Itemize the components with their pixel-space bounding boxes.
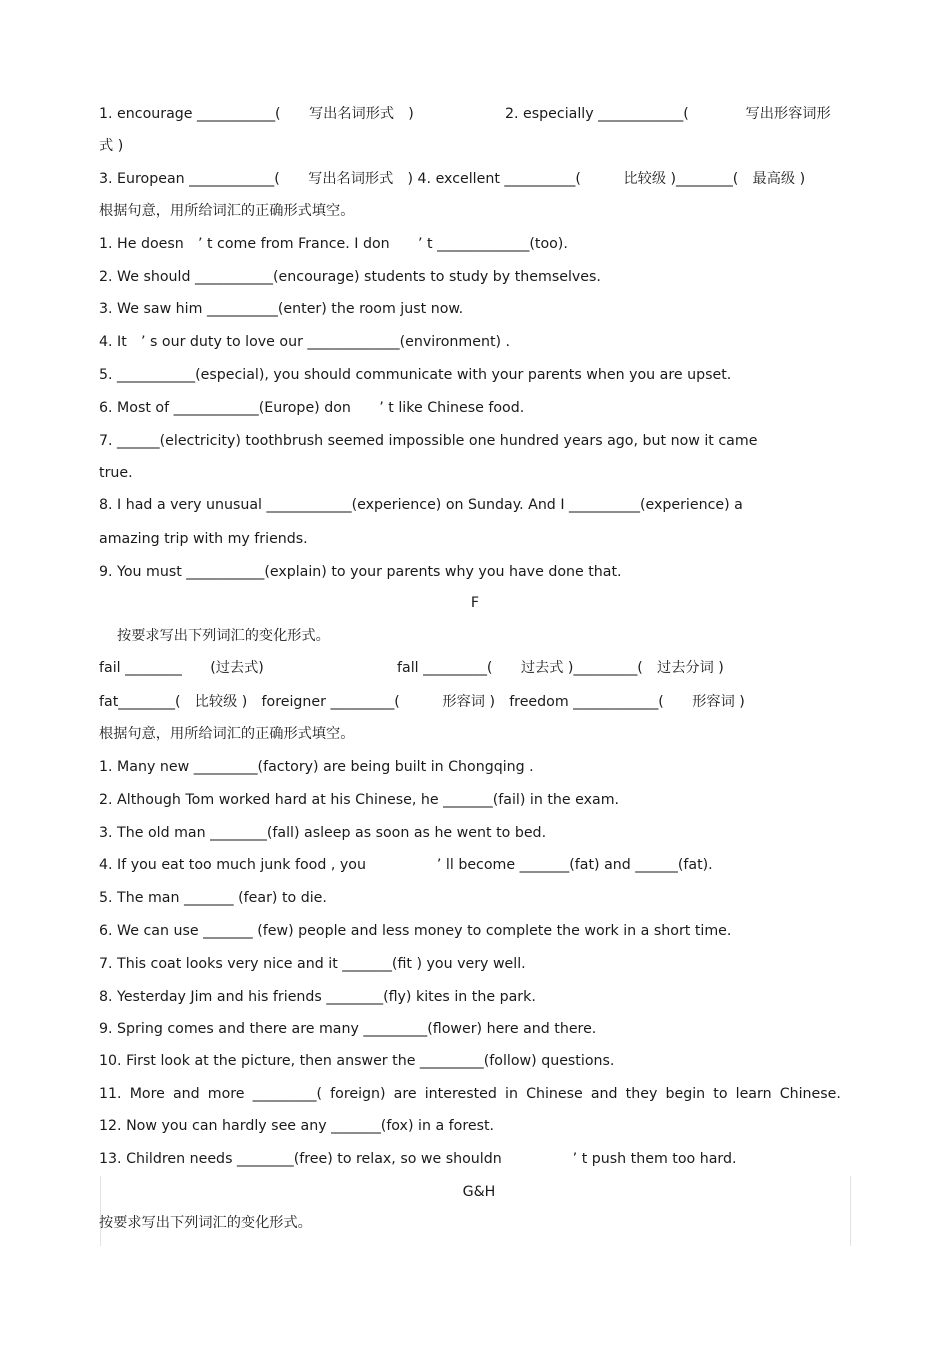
exercise-sentence: 5. ___________(especial), you should communicate with your parents when you are upset. (99, 367, 732, 383)
word: and (172, 1086, 200, 1102)
word: and (590, 1086, 618, 1102)
word-form-fail: fail ________ (过去式) (99, 660, 264, 676)
word: learn (735, 1086, 772, 1102)
word: to (713, 1086, 728, 1102)
exercise-sentence: 8. Yesterday Jim and his friends ________(fly) kites in the park. (99, 989, 536, 1005)
instruction-fill-blanks: 根据句意，用所给词汇的正确形式填空。 (99, 203, 355, 219)
word: in (505, 1086, 518, 1102)
exercise-sentence: 1. He doesn ’ t come from France. I don ’ t _____________(too). (99, 236, 568, 252)
exercise-sentence: 10. First look at the picture, then answer the _________(follow) questions. (99, 1053, 615, 1069)
word-form-line-1-cont: 式 ) (99, 138, 124, 154)
exercise-sentence: 1. Many new _________(factory) are being built in Chongqing . (99, 759, 534, 775)
word: interested (424, 1086, 497, 1102)
word-form-line-2: 3. European ____________( 写出名词形式 ) 4. excellent __________( 比较级 )________( 最高级 ) (99, 171, 806, 187)
exercise-sentence: 7. This coat looks very nice and it _______(fit ) you very well. (99, 956, 526, 972)
exercise-sentence: 4. It ’ s our duty to love our _____________(environment) . (99, 334, 511, 350)
word: more (207, 1086, 245, 1102)
exercise-sentence: 6. Most of ____________(Europe) don ’ t like Chinese food. (99, 400, 525, 416)
exercise-sentence: 2. Although Tom worked hard at his Chinese, he _______(fail) in the exam. (99, 792, 620, 808)
word-form-fall: fall _________( 过去式 )_________( 过去分词 ) (397, 660, 724, 676)
exercise-sentence: 5. The man _______ (fear) to die. (99, 890, 327, 906)
word: _________( (252, 1086, 323, 1102)
exercise-sentence-cont: true. (99, 465, 133, 481)
word: 11. (99, 1086, 122, 1102)
exercise-sentence: 12. Now you can hardly see any _______(fox) in a forest. (99, 1118, 495, 1134)
section-heading-gh: G&H (462, 1184, 496, 1200)
exercise-sentence: 13. Children needs ________(free) to relax, so we shouldn ’ t push them too hard. (99, 1151, 737, 1167)
word-form-line-1-right: 2. especially ____________( 写出形容词形 (505, 106, 831, 122)
word: foreign) (330, 1086, 386, 1102)
word-form-line-1-left: 1. encourage ___________( 写出名词形式 ) (99, 106, 414, 122)
exercise-sentence: 7. ______(electricity) toothbrush seemed impossible one hundred years ago, but now it came (99, 433, 758, 449)
word: they (625, 1086, 658, 1102)
exercise-sentence: 8. I had a very unusual ____________(experience) on Sunday. And I __________(experience) a (99, 497, 743, 513)
section-heading-f: F (470, 595, 480, 611)
instruction-fill-blanks: 根据句意，用所给词汇的正确形式填空。 (99, 726, 355, 742)
exercise-sentence: 4. If you eat too much junk food , you ’ ll become _______(fat) and ______(fat). (99, 857, 713, 873)
instruction-word-forms: 按要求写出下列词汇的变化形式。 (99, 1215, 312, 1231)
exercise-sentence-cont: amazing trip with my friends. (99, 531, 308, 547)
word: are (393, 1086, 417, 1102)
word: Chinese. (779, 1086, 841, 1102)
exercise-sentence: 6. We can use _______ (few) people and less money to complete the work in a short time. (99, 923, 732, 939)
instruction-word-forms: 按要求写出下列词汇的变化形式。 (117, 628, 330, 644)
exercise-sentence: 9. Spring comes and there are many _________(flower) here and there. (99, 1021, 597, 1037)
word: begin (665, 1086, 706, 1102)
word-form-line-fat: fat________( 比较级 ) foreigner _________( 形容词 ) freedom ____________( 形容词 ) (99, 694, 745, 710)
exercise-sentence: 9. You must ___________(explain) to your parents why you have done that. (99, 564, 622, 580)
exercise-sentence-justified (99, 1085, 841, 1103)
exercise-sentence: 2. We should ___________(encourage) students to study by themselves. (99, 269, 601, 285)
exercise-sentence: 3. The old man ________(fall) asleep as soon as he went to bed. (99, 825, 547, 841)
exercise-sentence: 3. We saw him __________(enter) the room just now. (99, 301, 464, 317)
word: More (129, 1086, 165, 1102)
word: Chinese (526, 1086, 583, 1102)
